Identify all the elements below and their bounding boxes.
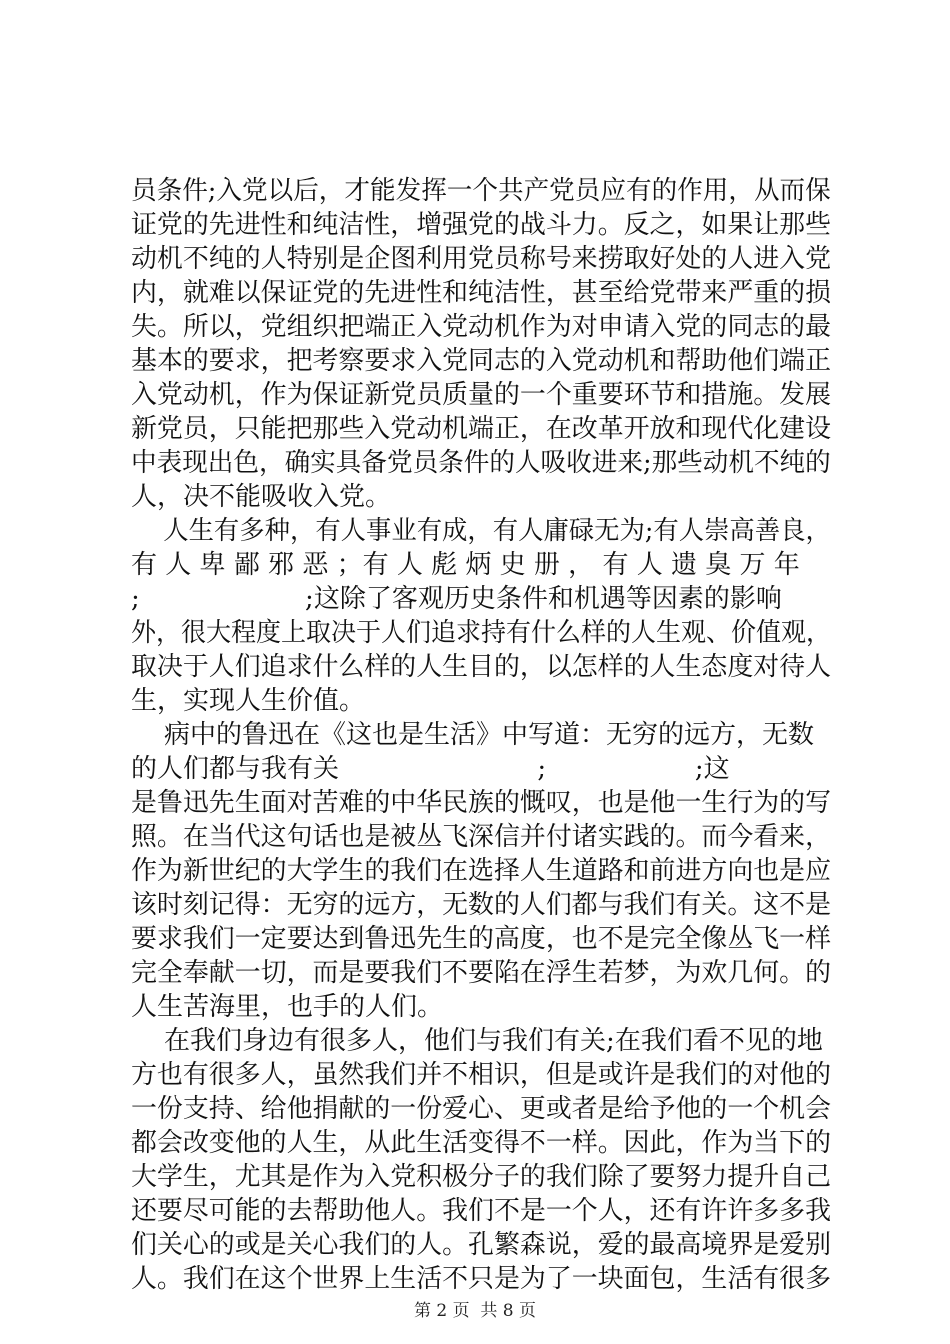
text-line: 方也有很多人，虽然我们并不相识，但是或许是我们的对他的 [131,1060,832,1090]
text-line: 是鲁迅先生面对苦难的中华民族的慨叹，也是他一生行为的写 [131,788,832,818]
text-line: 的人们都与我有关 ; ;这 [131,754,730,784]
text-line: 完全奉献一切，而是要我们不要陷在浮生若梦，为欢几何。的 [131,958,832,988]
text-line: 人生苦海里，也手的人们。 [131,992,444,1022]
text-line: 作为新世纪的大学生的我们在选择人生道路和前进方向也是应 [131,856,832,886]
text-line: 外，很大程度上取决于人们追求持有什么样的人生观、价值观， [131,618,831,648]
text-line: 人。我们在这个世界上生活不只是为了一块面包，生活有很多 [131,1264,832,1294]
text-line: 人生有多种，有人事业有成，有人庸碌无为;有人崇高善良， [131,516,831,546]
text-line: 内，就难以保证党的先进性和纯洁性，甚至给党带来严重的损 [131,278,832,308]
text-line: 基本的要求，把考察要求入党同志的入党动机和帮助他们端正 [131,346,832,376]
text-line: 生，实现人生价值。 [131,686,366,716]
text-line: 员条件;入党以后，才能发挥一个共产党员应有的作用，从而保 [131,176,831,206]
text-line: 病中的鲁迅在《这也是生活》中写道：无穷的远方，无数 [131,720,815,750]
text-line: 要求我们一定要达到鲁迅先生的高度，也不是完全像丛飞一样 [131,924,832,954]
text-line: 们关心的或是关心我们的人。孔繁森说，爱的最高境界是爱别 [131,1230,832,1260]
text-line: 中表现出色，确实具备党员条件的人吸收进来;那些动机不纯的 [131,448,831,478]
text-line: 都会改变他的人生，从此生活变得不一样。因此，作为当下的 [131,1128,832,1158]
text-line: 动机不纯的人特别是企图利用党员称号来捞取好处的人进入党 [131,244,832,274]
text-line: 在我们身边有很多人，他们与我们有关;在我们看不见的地 [131,1026,823,1056]
text-line: ; ;这除了客观历史条件和机遇等因素的影响 [131,584,782,614]
text-line: 还要尽可能的去帮助他人。我们不是一个人，还有许许多多我 [131,1196,832,1226]
text-line: 该时刻记得：无穷的远方，无数的人们都与我们有关。这不是 [131,890,832,920]
text-line: 新党员，只能把那些入党动机端正，在改革开放和现代化建设 [131,414,832,444]
text-line: 一份支持、给他捐献的一份爱心、更或者是给予他的一个机会 [131,1094,832,1124]
text-line: 证党的先进性和纯洁性，增强党的战斗力。反之，如果让那些 [131,210,832,240]
text-line: 照。在当代这句话也是被丛飞深信并付诸实践的。而今看来， [131,822,832,852]
text-line: 取决于人们追求什么样的人生目的，以怎样的人生态度对待人 [131,652,832,682]
text-line: 失。所以，党组织把端正入党动机作为对申请入党的同志的最 [131,312,832,342]
text-line: 有 人 卑 鄙 邪 恶 ；有 人 彪 炳 史 册 ， 有 人 遗 臭 万 年 [131,550,800,580]
text-line: 入党动机，作为保证新党员质量的一个重要环节和措施。发展 [131,380,832,410]
text-line: 人，决不能吸收入党。 [131,482,392,512]
page-number-footer: 第 2 页 共 8 页 [413,1301,537,1321]
text-line: 大学生，尤其是作为入党积极分子的我们除了要努力提升自己 [131,1162,832,1192]
